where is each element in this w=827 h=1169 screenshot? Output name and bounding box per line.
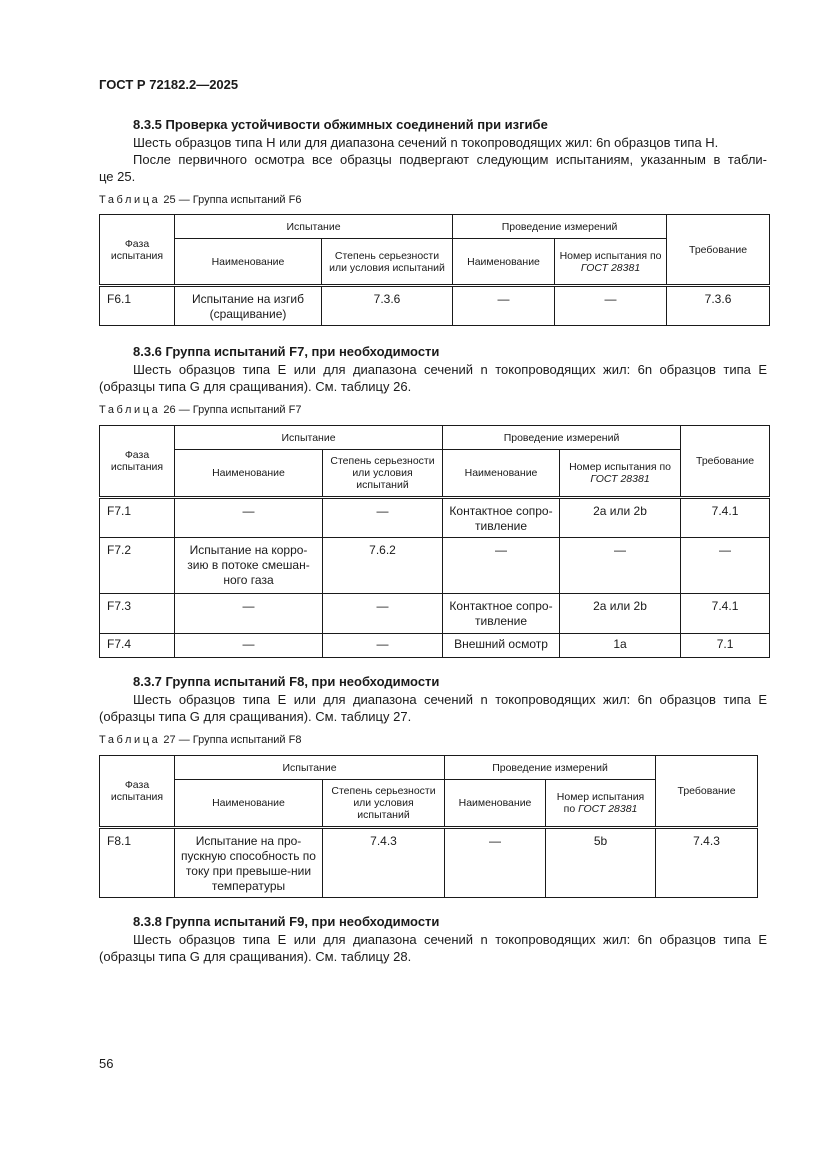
cell-severity: 7.4.3	[323, 828, 445, 898]
caption-word: Таблица	[99, 404, 161, 416]
header-measure: Проведение измерений	[453, 215, 667, 239]
header-test: Испытание	[175, 215, 453, 239]
gost-ref: ГОСТ 28381	[590, 473, 650, 485]
section-8-3-7-body	[99, 691, 767, 725]
header-test-number	[546, 780, 656, 828]
header-phase: Фаза испытания	[100, 426, 175, 498]
cell-phase: F6.1	[100, 286, 175, 326]
cell-severity: 7.6.2	[323, 538, 443, 594]
header-test: Испытание	[175, 756, 445, 780]
header-test: Испытание	[175, 426, 443, 450]
cell-measure-name: —	[453, 286, 555, 326]
cell-test-name: —	[175, 634, 323, 658]
header-test-number-text: Номер испытания по	[559, 249, 662, 262]
paragraph-line: Шесть образцов типа Е или для диапазона сечений n токопроводящих жил: 6n образцов типа Е	[133, 362, 767, 377]
cell-measure-name: Контактное сопро-тивление	[443, 594, 560, 634]
cell-test-name: Испытание на про-пускную способность по току при превыше-нии температуры	[175, 828, 323, 898]
table-27-caption	[99, 734, 301, 746]
header-requirement: Требование	[656, 756, 758, 828]
table-row	[100, 634, 770, 658]
header-severity: Степень серьезности или условия испытаний	[322, 239, 453, 286]
caption-text: 25 — Группа испытаний F6	[160, 194, 302, 206]
table-26	[99, 425, 770, 658]
header-test-name: Наименование	[175, 450, 323, 498]
caption-text: 26 — Группа испытаний F7	[160, 404, 302, 416]
cell-severity: 7.3.6	[322, 286, 453, 326]
paragraph-line: (образцы типа G для сращивания). См. таблицу 26.	[99, 379, 412, 394]
cell-test-name: Испытание на изгиб (сращивание)	[175, 286, 322, 326]
cell-test-number: 1a	[560, 634, 681, 658]
section-title-8-3-5: 8.3.5 Проверка устойчивости обжимных соединений при изгибе	[133, 117, 548, 132]
header-phase: Фаза испытания	[100, 215, 175, 286]
paragraph-line: Шесть образцов типа Е или для диапазона сечений n токопроводящих жил: 6n образцов типа Е	[133, 932, 767, 947]
header-severity: Степень серьезности или условия испытаний	[323, 780, 445, 828]
header-test-number-text: Номер испытания по	[569, 461, 671, 473]
header-phase: Фаза испытания	[100, 756, 175, 828]
cell-requirement: 7.4.1	[681, 594, 770, 634]
cell-severity: —	[323, 594, 443, 634]
page-number: 56	[99, 1056, 114, 1071]
paragraph-line: Шесть образцов типа Е или для диапазона сечений n токопроводящих жил: 6n образцов типа Е	[133, 692, 767, 707]
cell-test-name: —	[175, 498, 323, 538]
cell-requirement: —	[681, 538, 770, 594]
table-row	[100, 498, 770, 538]
section-8-3-8-body	[99, 931, 767, 965]
table-row	[100, 828, 758, 898]
cell-severity: —	[323, 498, 443, 538]
section-8-3-6-body	[99, 361, 767, 395]
cell-measure-name: —	[443, 538, 560, 594]
cell-measure-name: —	[445, 828, 546, 898]
gost-ref: ГОСТ 28381	[580, 261, 641, 274]
section-8-3-5-body	[99, 134, 767, 185]
cell-phase: F8.1	[100, 828, 175, 898]
header-severity: Степень серьезности или условия испытаний	[323, 450, 443, 498]
cell-requirement: 7.4.1	[681, 498, 770, 538]
paragraph-line: Шесть образцов типа Н или для диапазона сечений n токопроводящих жил: 6n образцов типа Н.	[133, 135, 719, 150]
paragraph-line: це 25.	[99, 169, 136, 184]
cell-measure-name: Внешний осмотр	[443, 634, 560, 658]
header-test-name: Наименование	[175, 239, 322, 286]
paragraph-line: После первичного осмотра все образцы подвергают следующим испытаниям, указанным в табли-	[133, 152, 767, 167]
header-test-number-text: Номер испытания по	[556, 791, 645, 815]
cell-test-name: —	[175, 594, 323, 634]
section-title-8-3-8: 8.3.8 Группа испытаний F9, при необходимости	[133, 914, 440, 929]
cell-test-number: —	[560, 538, 681, 594]
section-title-8-3-6: 8.3.6 Группа испытаний F7, при необходимости	[133, 344, 440, 359]
cell-test-number: 2a или 2b	[560, 594, 681, 634]
cell-test-number: 2a или 2b	[560, 498, 681, 538]
header-requirement: Требование	[667, 215, 770, 286]
header-measure: Проведение измерений	[443, 426, 681, 450]
cell-requirement: 7.3.6	[667, 286, 770, 326]
header-test-number	[560, 450, 681, 498]
caption-text: 27 — Группа испытаний F8	[160, 734, 302, 746]
cell-test-number: —	[555, 286, 667, 326]
cell-phase: F7.3	[100, 594, 175, 634]
cell-requirement: 7.1	[681, 634, 770, 658]
header-test-name: Наименование	[175, 780, 323, 828]
table-25-caption	[99, 194, 301, 206]
cell-measure-name: Контактное сопро-тивление	[443, 498, 560, 538]
table-row	[100, 594, 770, 634]
header-test-number	[555, 239, 667, 286]
header-measure-name: Наименование	[445, 780, 546, 828]
header-measure-name: Наименование	[443, 450, 560, 498]
section-title-8-3-7: 8.3.7 Группа испытаний F8, при необходимости	[133, 674, 440, 689]
paragraph-line: (образцы типа G для сращивания). См. таблицу 28.	[99, 949, 412, 964]
header-measure-name: Наименование	[453, 239, 555, 286]
cell-requirement: 7.4.3	[656, 828, 758, 898]
cell-severity: —	[323, 634, 443, 658]
cell-phase: F7.4	[100, 634, 175, 658]
cell-phase: F7.1	[100, 498, 175, 538]
header-requirement: Требование	[681, 426, 770, 498]
table-row	[100, 538, 770, 594]
caption-word: Таблица	[99, 734, 161, 746]
document-header: ГОСТ Р 72182.2—2025	[99, 77, 239, 92]
cell-test-name: Испытание на корро-зию в потоке смешан-ного газа	[175, 538, 323, 594]
table-27	[99, 755, 758, 898]
cell-phase: F7.2	[100, 538, 175, 594]
cell-test-number: 5b	[546, 828, 656, 898]
gost-ref: ГОСТ 28381	[578, 803, 638, 815]
paragraph-line: (образцы типа G для сращивания). См. таблицу 27.	[99, 709, 412, 724]
table-row	[100, 286, 770, 326]
table-26-caption	[99, 404, 301, 416]
table-25	[99, 214, 770, 326]
header-measure: Проведение измерений	[445, 756, 656, 780]
caption-word: Таблица	[99, 194, 161, 206]
